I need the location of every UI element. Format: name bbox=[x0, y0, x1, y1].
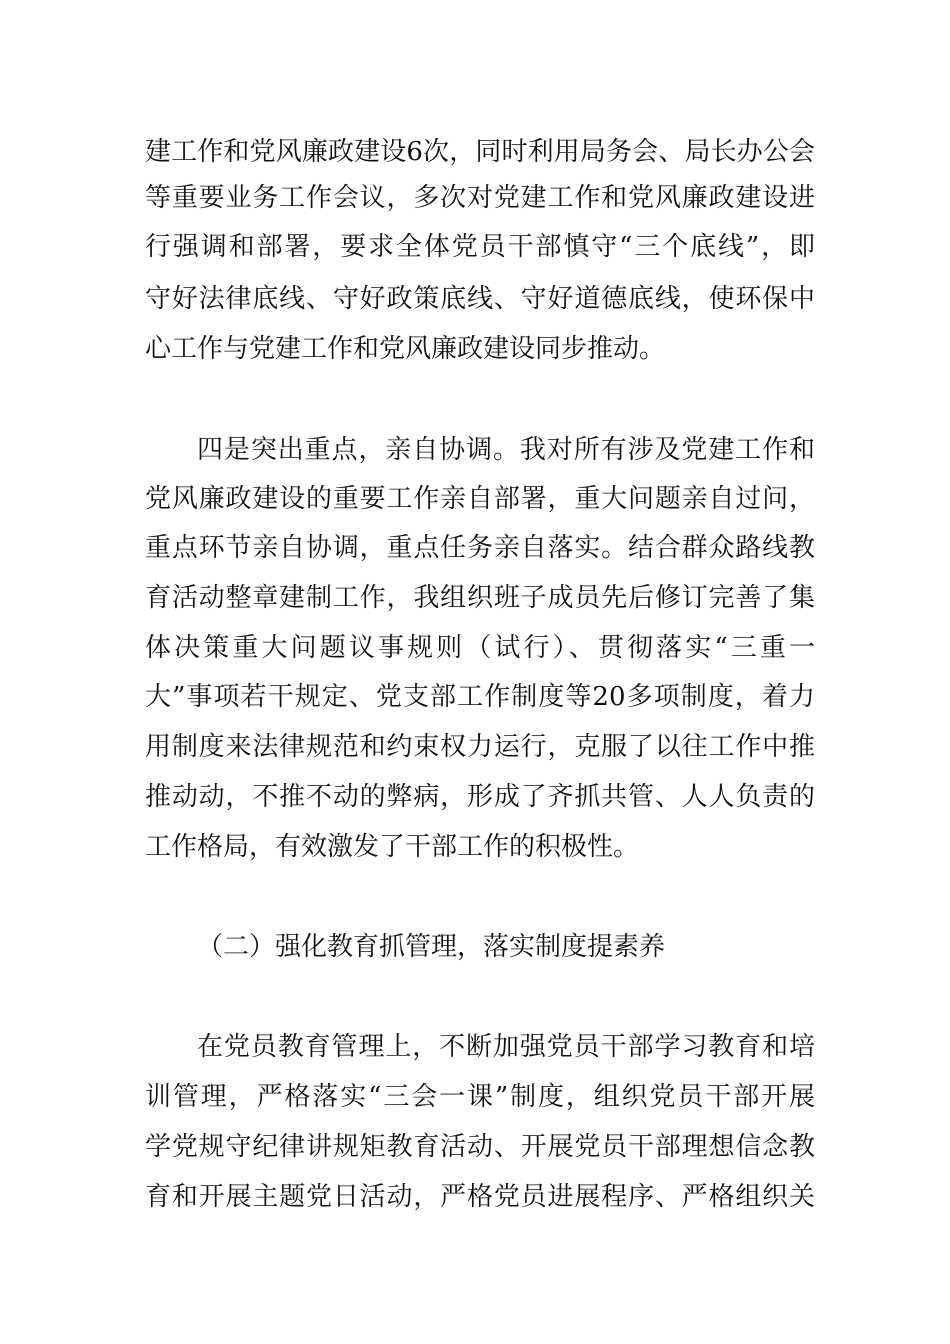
paragraph-2-line-6: 大”事项若干规定、党支部工作制度等20多项制度，着力 bbox=[145, 682, 815, 712]
paragraph-2-line-7: 用制度来法律规范和约束权力运行，克服了以往工作中推 bbox=[145, 732, 815, 762]
paragraph-1-line-2: 等重要业务工作会议，多次对党建工作和党风廉政建设进 bbox=[145, 183, 815, 213]
paragraph-2-line-2: 党风廉政建设的重要工作亲自部署，重大问题亲自过问， bbox=[145, 484, 815, 514]
paragraph-3-line-1: 在党员教育管理上，不断加强党员干部学习教育和培 bbox=[197, 1032, 815, 1062]
paragraph-2-line-1: 四是突出重点，亲自协调。我对所有涉及党建工作和 bbox=[197, 435, 815, 465]
section-heading: （二）强化教育抓管理，落实制度提素养 bbox=[197, 932, 666, 962]
paragraph-3-line-2: 训管理，严格落实“三会一课”制度，组织党员干部开展 bbox=[145, 1082, 815, 1112]
paragraph-1-line-1: 建工作和党风廉政建设6次，同时利用局务会、局长办公会 bbox=[145, 137, 815, 167]
paragraph-2-line-3: 重点环节亲自协调，重点任务亲自落实。结合群众路线教 bbox=[145, 533, 815, 563]
paragraph-2-line-8: 推动动，不推不动的弊病，形成了齐抓共管、人人负责的 bbox=[145, 782, 815, 812]
paragraph-1-line-3: 行强调和部署，要求全体党员干部慎守“三个底线”，即 bbox=[145, 232, 815, 262]
paragraph-2-line-5: 体决策重大问题议事规则（试行）、贯彻落实“三重一 bbox=[145, 633, 815, 663]
paragraph-1-line-4: 守好法律底线、守好政策底线、守好道德底线，使环保中 bbox=[145, 284, 815, 314]
paragraph-3-line-4: 育和开展主题党日活动，严格党员进展程序、严格组织关 bbox=[145, 1182, 815, 1212]
paragraph-2-line-4: 育活动整章建制工作，我组织班子成员先后修订完善了集 bbox=[145, 583, 815, 613]
paragraph-1-line-5: 心工作与党建工作和党风廉政建设同步推动。 bbox=[145, 334, 666, 364]
paragraph-2-line-9: 工作格局，有效激发了干部工作的积极性。 bbox=[145, 832, 640, 862]
paragraph-3-line-3: 学党规守纪律讲规矩教育活动、开展党员干部理想信念教 bbox=[145, 1132, 815, 1162]
